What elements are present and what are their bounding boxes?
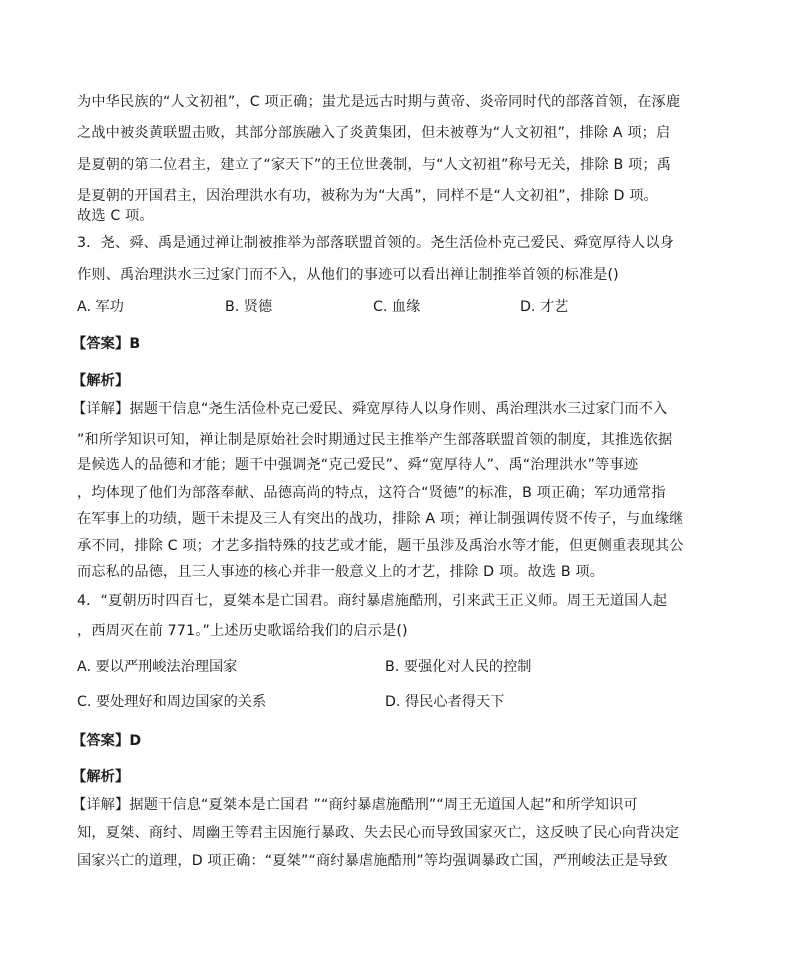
question-4-detail-line: 知，夏桀、商纣、周幽王等君主因施行暴政、失去民心而导致国家灭亡，这反映了民心向背决定 — [77, 825, 680, 841]
question-4-option-c: C. 要处理好和周边国家的关系 — [77, 694, 267, 710]
question-3-detail-line: ，均体现了他们为部落奉献、品德高尚的特点，这符合“贤德”的标准，B 项正确；军功通常指 — [77, 485, 666, 501]
question-3-answer: 【答案】B — [72, 336, 141, 352]
question-3-detail-line: 在军事上的功绩，题干未提及三人有突出的战功，排除 A 项；禅让制强调传贤不传子，与血缘继 — [77, 511, 684, 527]
question-4-analysis-label: 【解析】 — [72, 769, 130, 785]
prev-explanation-line: 之战中被炎黄联盟击败，其部分部族融入了炎黄集团，但未被尊为“人文初祖”，排除 A 项；启 — [77, 125, 671, 141]
question-3-detail-line: 而忘私的品德，且三人事迹的核心并非一般意义上的才艺，排除 D 项。故选 B 项。 — [77, 564, 605, 580]
question-3-option-b: B. 贤德 — [225, 299, 273, 315]
question-3-detail-line: 是候选人的品德和才能；题干中强调尧“克己爱民”、舜“宽厚待人”、禹“治理洪水”等事迹 — [77, 457, 639, 473]
question-4-detail-line: 国家兴亡的道理，D 项正确：“夏桀”“商纣暴虐施酷刑”等均强调暴政亡国，严刑峻法正是导致 — [77, 853, 668, 869]
prev-explanation-line: 是夏朝的开国君主，因治理洪水有功，被称为为“大禹”，同样不是“人文初祖”，排除 D 项。 — [77, 188, 658, 204]
question-3-analysis-label: 【解析】 — [72, 373, 130, 389]
question-4-option-b: B. 要强化对人民的控制 — [385, 659, 532, 675]
question-4-stem: 4．“夏朝历时四百七，夏桀本是亡国君。商纣暴虐施酷刑，引来武王正义师。周王无道国人起 — [77, 593, 668, 609]
question-4-answer: 【答案】D — [72, 733, 142, 749]
question-3-detail-line: ”和所学知识可知，禅让制是原始社会时期通过民主推举产生部落联盟首领的制度，其推选依据 — [77, 432, 673, 448]
question-3-option-c: C. 血缘 — [373, 299, 421, 315]
question-3-detail-line: 【详解】据题干信息“尧生活俭朴克己爱民、舜宽厚待人以身作则、禹治理洪水三过家门而不入 — [72, 401, 668, 417]
question-3-option-a: A. 军功 — [77, 299, 124, 315]
prev-explanation-line: 故选 C 项。 — [77, 208, 154, 224]
question-3-stem: 3．尧、舜、禹是通过禅让制被推举为部落联盟首领的。尧生活俭朴克己爱民、舜宽厚待人以身 — [77, 235, 675, 251]
question-4-detail-line: 【详解】据题干信息“夏桀本是亡国君 ”“商纣暴虐施酷刑”“周王无道国人起”和所学知识可 — [72, 797, 638, 813]
question-4-option-a: A. 要以严刑峻法治理国家 — [77, 659, 238, 675]
prev-explanation-line: 为中华民族的“人文初祖”，C 项正确；蚩尤是远古时期与黄帝、炎帝同时代的部落首领，在涿鹿 — [77, 94, 681, 110]
question-3-option-d: D. 才艺 — [520, 299, 569, 315]
prev-explanation-line: 是夏朝的第二位君主，建立了“家天下”的王位世袭制，与“人文初祖”称号无关，排除 B 项；禹 — [77, 157, 672, 173]
question-4-option-d: D. 得民心者得天下 — [385, 694, 505, 710]
question-4-stem: ，西周灭在前 771。”上述历史歌谣给我们的启示是() — [77, 623, 408, 639]
question-3-detail-line: 承不同，排除 C 项；才艺多指特殊的技艺或才能，题干虽涉及禹治水等才能，但更侧重表现其公 — [77, 538, 684, 554]
question-3-stem: 作则、禹治理洪水三过家门而不入，从他们的事迹可以看出禅让制推举首领的标准是() — [77, 267, 619, 283]
